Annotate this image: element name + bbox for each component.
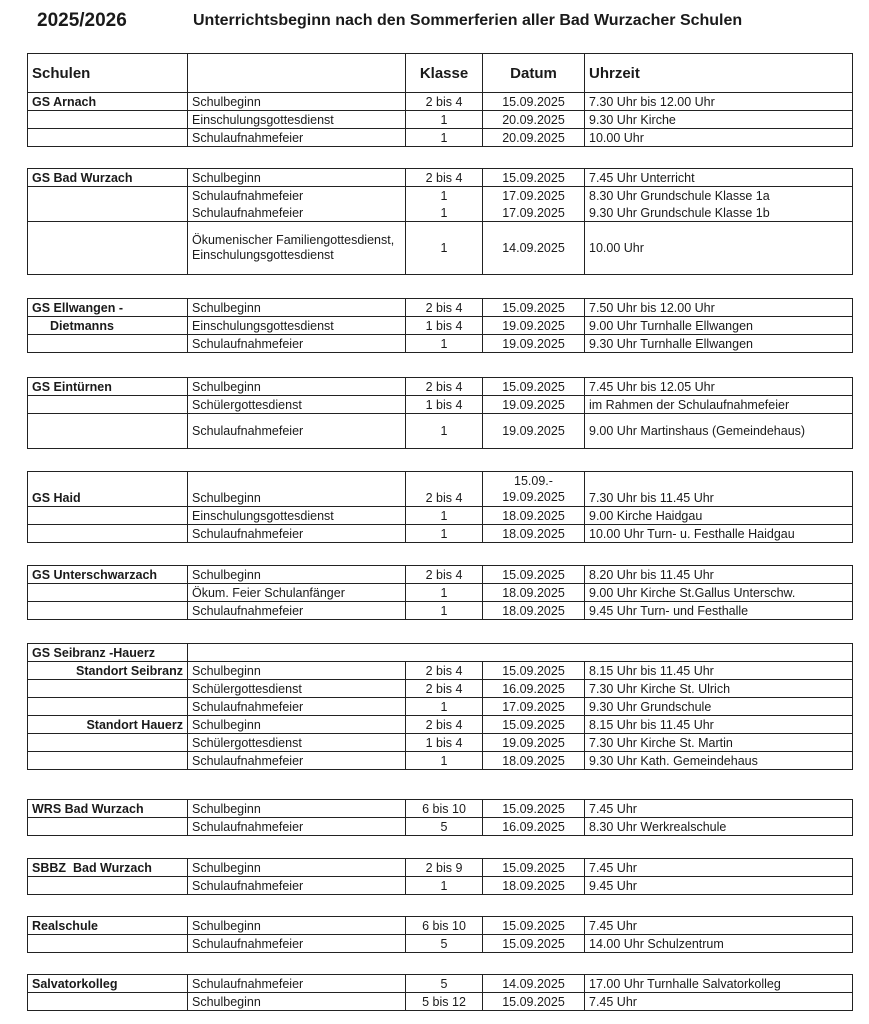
school-cell-empty bbox=[28, 818, 188, 836]
school-header-empty bbox=[188, 644, 853, 662]
event-cell: Schülergottesdienst bbox=[188, 680, 406, 698]
table-row bbox=[28, 877, 853, 895]
table-row bbox=[28, 644, 853, 662]
table-row bbox=[28, 680, 853, 698]
school-name: GS Bad Wurzach bbox=[28, 169, 188, 187]
class-cell: 1 bbox=[406, 698, 483, 716]
time-cell: 7.45 Uhr bbox=[585, 859, 853, 877]
table-row bbox=[28, 800, 853, 818]
class-cell: 2 bis 4 bbox=[406, 93, 483, 111]
event-cell: Schulbeginn bbox=[188, 566, 406, 584]
date-cell: 17.09.2025 bbox=[483, 204, 585, 222]
table-row bbox=[28, 662, 853, 680]
date-cell: 20.09.2025 bbox=[483, 111, 585, 129]
date-cell: 15.09.2025 bbox=[483, 566, 585, 584]
school-cell-empty bbox=[28, 602, 188, 620]
time-cell: 9.00 Uhr Kirche St.Gallus Unterschw. bbox=[585, 584, 853, 602]
time-cell: 7.30 Uhr Kirche St. Ulrich bbox=[585, 680, 853, 698]
class-cell: 5 bbox=[406, 818, 483, 836]
table-row bbox=[28, 204, 853, 222]
table-row bbox=[28, 935, 853, 953]
date-cell: 15.09.2025 bbox=[483, 662, 585, 680]
event-cell: Einschulungsgottesdienst bbox=[188, 111, 406, 129]
school-name: SBBZ Bad Wurzach bbox=[28, 859, 188, 877]
schedule-table-gs-ellwangen bbox=[27, 298, 853, 353]
time-cell: 9.30 Uhr Grundschule Klasse 1b bbox=[585, 204, 853, 222]
school-name-line2: Dietmanns bbox=[28, 317, 188, 335]
table-row bbox=[28, 602, 853, 620]
table-row bbox=[28, 566, 853, 584]
table-row bbox=[28, 414, 853, 449]
event-cell: Schulaufnahmefeier bbox=[188, 975, 406, 993]
school-cell-empty bbox=[28, 935, 188, 953]
table-row bbox=[28, 317, 853, 335]
school-cell-empty bbox=[28, 584, 188, 602]
school-cell-empty bbox=[28, 698, 188, 716]
event-cell: Ökumenischer Familiengottesdienst, Einschulungsgottesdienst bbox=[188, 222, 406, 275]
school-name: GS Seibranz -Hauerz bbox=[28, 644, 188, 662]
date-cell: 18.09.2025 bbox=[483, 602, 585, 620]
table-row bbox=[28, 299, 853, 317]
date-cell: 19.09.2025 bbox=[483, 414, 585, 449]
event-cell: Schulaufnahmefeier bbox=[188, 602, 406, 620]
date-cell: 15.09.2025 bbox=[483, 859, 585, 877]
time-cell: 7.45 Uhr bbox=[585, 917, 853, 935]
table-row bbox=[28, 111, 853, 129]
event-cell: Einschulungsgottesdienst bbox=[188, 317, 406, 335]
class-cell: 1 bbox=[406, 204, 483, 222]
schedule-table-gs-eintuernen bbox=[27, 377, 853, 449]
class-cell: 1 bbox=[406, 414, 483, 449]
school-cell-empty bbox=[28, 204, 188, 222]
table-header-row bbox=[28, 54, 853, 93]
time-cell: 7.30 Uhr Kirche St. Martin bbox=[585, 734, 853, 752]
schedule-table-gs-seibranz-hauerz bbox=[27, 643, 853, 770]
date-cell: 14.09.2025 bbox=[483, 975, 585, 993]
school-cell-empty bbox=[28, 525, 188, 543]
table-row bbox=[28, 752, 853, 770]
class-cell: 1 bbox=[406, 335, 483, 353]
class-cell: 1 bbox=[406, 187, 483, 205]
class-cell: 2 bis 4 bbox=[406, 299, 483, 317]
date-cell: 19.09.2025 bbox=[483, 317, 585, 335]
schedule-table-salvatorkolleg bbox=[27, 974, 853, 1011]
class-cell: 2 bis 4 bbox=[406, 680, 483, 698]
date-cell: 15.09.2025 bbox=[483, 169, 585, 187]
event-cell: Schulaufnahmefeier bbox=[188, 818, 406, 836]
time-cell: 9.00 Uhr Turnhalle Ellwangen bbox=[585, 317, 853, 335]
event-cell: Schulbeginn bbox=[188, 917, 406, 935]
column-header-class: Klasse bbox=[406, 54, 483, 93]
time-cell: 10.00 Uhr bbox=[585, 222, 853, 275]
school-name: GS Arnach bbox=[28, 93, 188, 111]
event-cell: Schülergottesdienst bbox=[188, 396, 406, 414]
class-cell: 2 bis 4 bbox=[406, 472, 483, 507]
table-row bbox=[28, 472, 853, 507]
column-header-event bbox=[188, 54, 406, 93]
event-cell: Schulbeginn bbox=[188, 716, 406, 734]
table-row bbox=[28, 187, 853, 205]
time-cell: 7.30 Uhr bis 12.00 Uhr bbox=[585, 93, 853, 111]
date-cell: 19.09.2025 bbox=[483, 335, 585, 353]
class-cell: 1 bbox=[406, 129, 483, 147]
school-name: Salvatorkolleg bbox=[28, 975, 188, 993]
event-cell: Schulbeginn bbox=[188, 378, 406, 396]
class-cell: 1 bbox=[406, 111, 483, 129]
class-cell: 1 bbox=[406, 525, 483, 543]
table-row bbox=[28, 975, 853, 993]
time-cell: 7.45 Uhr bbox=[585, 993, 853, 1011]
time-cell: 9.30 Uhr Kirche bbox=[585, 111, 853, 129]
time-cell: 7.45 Uhr Unterricht bbox=[585, 169, 853, 187]
table-row bbox=[28, 222, 853, 275]
table-row bbox=[28, 716, 853, 734]
class-cell: 1 bbox=[406, 222, 483, 275]
event-cell: Schulbeginn bbox=[188, 993, 406, 1011]
event-cell: Einschulungsgottesdienst bbox=[188, 507, 406, 525]
school-name: Realschule bbox=[28, 917, 188, 935]
event-cell: Schulaufnahmefeier bbox=[188, 525, 406, 543]
school-cell-empty bbox=[28, 414, 188, 449]
class-cell: 1 bis 4 bbox=[406, 396, 483, 414]
schedule-table-gs-bad-wurzach bbox=[27, 168, 853, 275]
table-row bbox=[28, 507, 853, 525]
class-cell: 5 bbox=[406, 935, 483, 953]
table-row bbox=[28, 734, 853, 752]
column-header-time: Uhrzeit bbox=[585, 54, 853, 93]
school-name: GS Haid bbox=[28, 472, 188, 507]
date-cell: 15.09.2025 bbox=[483, 378, 585, 396]
schedule-table-realschule bbox=[27, 916, 853, 953]
class-cell: 1 bbox=[406, 507, 483, 525]
column-header-schools: Schulen bbox=[28, 54, 188, 93]
class-cell: 6 bis 10 bbox=[406, 917, 483, 935]
schedule-table-wrs-bad-wurzach bbox=[27, 799, 853, 836]
class-cell: 1 bbox=[406, 584, 483, 602]
time-cell: 14.00 Uhr Schulzentrum bbox=[585, 935, 853, 953]
time-cell: 8.15 Uhr bis 11.45 Uhr bbox=[585, 716, 853, 734]
time-cell: 17.00 Uhr Turnhalle Salvatorkolleg bbox=[585, 975, 853, 993]
date-cell: 15.09.2025 bbox=[483, 716, 585, 734]
date-cell: 15.09.2025 bbox=[483, 993, 585, 1011]
class-cell: 2 bis 4 bbox=[406, 378, 483, 396]
date-cell: 15.09.2025 bbox=[483, 299, 585, 317]
date-cell: 16.09.2025 bbox=[483, 680, 585, 698]
table-row bbox=[28, 335, 853, 353]
school-cell-empty bbox=[28, 752, 188, 770]
class-cell: 5 bbox=[406, 975, 483, 993]
class-cell: 2 bis 4 bbox=[406, 566, 483, 584]
class-cell: 6 bis 10 bbox=[406, 800, 483, 818]
school-cell-empty bbox=[28, 993, 188, 1011]
event-cell: Schulaufnahmefeier bbox=[188, 935, 406, 953]
table-row bbox=[28, 378, 853, 396]
date-cell: 16.09.2025 bbox=[483, 818, 585, 836]
time-cell: 8.30 Uhr Werkrealschule bbox=[585, 818, 853, 836]
table-row bbox=[28, 129, 853, 147]
schedule-table-sbbz-bad-wurzach bbox=[27, 858, 853, 895]
time-cell: 8.20 Uhr bis 11.45 Uhr bbox=[585, 566, 853, 584]
event-cell: Schulaufnahmefeier bbox=[188, 187, 406, 205]
time-cell: 7.50 Uhr bis 12.00 Uhr bbox=[585, 299, 853, 317]
date-cell: 18.09.2025 bbox=[483, 525, 585, 543]
school-cell-empty bbox=[28, 335, 188, 353]
time-cell: 9.30 Uhr Kath. Gemeindehaus bbox=[585, 752, 853, 770]
class-cell: 2 bis 4 bbox=[406, 169, 483, 187]
document-title: Unterrichtsbeginn nach den Sommerferien aller Bad Wurzacher Schulen bbox=[193, 12, 743, 29]
event-cell: Ökum. Feier Schulanfänger bbox=[188, 584, 406, 602]
table-row bbox=[28, 818, 853, 836]
time-cell: 7.45 Uhr bbox=[585, 800, 853, 818]
date-cell: 20.09.2025 bbox=[483, 129, 585, 147]
event-cell: Schulaufnahmefeier bbox=[188, 129, 406, 147]
date-cell: 17.09.2025 bbox=[483, 187, 585, 205]
event-cell: Schulbeginn bbox=[188, 472, 406, 507]
event-cell: Schulbeginn bbox=[188, 169, 406, 187]
time-cell: 9.45 Uhr bbox=[585, 877, 853, 895]
class-cell: 1 bis 4 bbox=[406, 317, 483, 335]
date-cell: 19.09.2025 bbox=[483, 734, 585, 752]
site-name: Standort Seibranz bbox=[28, 662, 188, 680]
table-row bbox=[28, 169, 853, 187]
school-cell-empty bbox=[28, 396, 188, 414]
table-row bbox=[28, 93, 853, 111]
table-row bbox=[28, 525, 853, 543]
table-row bbox=[28, 859, 853, 877]
class-cell: 2 bis 9 bbox=[406, 859, 483, 877]
event-cell: Schulbeginn bbox=[188, 299, 406, 317]
school-cell-empty bbox=[28, 129, 188, 147]
school-cell-empty bbox=[28, 877, 188, 895]
date-cell: 18.09.2025 bbox=[483, 584, 585, 602]
event-cell: Schulaufnahmefeier bbox=[188, 698, 406, 716]
schedule-table-gs-haid bbox=[27, 471, 853, 543]
date-cell: 14.09.2025 bbox=[483, 222, 585, 275]
date-cell: 15.09.2025 bbox=[483, 93, 585, 111]
date-cell: 18.09.2025 bbox=[483, 752, 585, 770]
site-name: Standort Hauerz bbox=[28, 716, 188, 734]
date-cell: 15.09.2025 bbox=[483, 935, 585, 953]
school-name: GS Ellwangen - bbox=[28, 299, 188, 317]
school-year: 2025/2026 bbox=[37, 10, 127, 31]
class-cell: 1 bbox=[406, 752, 483, 770]
date-cell: 15.09.2025 bbox=[483, 800, 585, 818]
date-cell: 15.09.2025 bbox=[483, 917, 585, 935]
school-name: GS Eintürnen bbox=[28, 378, 188, 396]
school-cell-empty bbox=[28, 507, 188, 525]
school-cell-empty bbox=[28, 222, 188, 275]
event-cell: Schulaufnahmefeier bbox=[188, 204, 406, 222]
date-cell: 17.09.2025 bbox=[483, 698, 585, 716]
school-cell-empty bbox=[28, 111, 188, 129]
school-name: WRS Bad Wurzach bbox=[28, 800, 188, 818]
time-cell: 7.30 Uhr bis 11.45 Uhr bbox=[585, 472, 853, 507]
class-cell: 1 bis 4 bbox=[406, 734, 483, 752]
class-cell: 1 bbox=[406, 602, 483, 620]
event-cell: Schülergottesdienst bbox=[188, 734, 406, 752]
table-row bbox=[28, 698, 853, 716]
table-row bbox=[28, 993, 853, 1011]
table-row bbox=[28, 584, 853, 602]
column-header-date: Datum bbox=[483, 54, 585, 93]
date-cell: 19.09.2025 bbox=[483, 396, 585, 414]
school-cell-empty bbox=[28, 187, 188, 205]
table-row bbox=[28, 396, 853, 414]
class-cell: 5 bis 12 bbox=[406, 993, 483, 1011]
school-cell-empty bbox=[28, 734, 188, 752]
event-cell: Schulbeginn bbox=[188, 800, 406, 818]
time-cell: 7.45 Uhr bis 12.05 Uhr bbox=[585, 378, 853, 396]
time-cell: 9.30 Uhr Turnhalle Ellwangen bbox=[585, 335, 853, 353]
time-cell: 8.30 Uhr Grundschule Klasse 1a bbox=[585, 187, 853, 205]
time-cell: im Rahmen der Schulaufnahmefeier bbox=[585, 396, 853, 414]
date-cell: 18.09.2025 bbox=[483, 877, 585, 895]
class-cell: 2 bis 4 bbox=[406, 662, 483, 680]
date-cell: 15.09.- 19.09.2025 bbox=[483, 472, 585, 507]
event-cell: Schulaufnahmefeier bbox=[188, 877, 406, 895]
time-cell: 9.30 Uhr Grundschule bbox=[585, 698, 853, 716]
time-cell: 8.15 Uhr bis 11.45 Uhr bbox=[585, 662, 853, 680]
time-cell: 9.00 Kirche Haidgau bbox=[585, 507, 853, 525]
time-cell: 9.45 Uhr Turn- und Festhalle bbox=[585, 602, 853, 620]
class-cell: 2 bis 4 bbox=[406, 716, 483, 734]
date-cell: 18.09.2025 bbox=[483, 507, 585, 525]
school-name: GS Unterschwarzach bbox=[28, 566, 188, 584]
school-cell-empty bbox=[28, 680, 188, 698]
event-cell: Schulbeginn bbox=[188, 93, 406, 111]
event-cell: Schulaufnahmefeier bbox=[188, 414, 406, 449]
event-cell: Schulbeginn bbox=[188, 859, 406, 877]
event-cell: Schulbeginn bbox=[188, 662, 406, 680]
schedule-table-gs-arnach bbox=[27, 53, 853, 147]
table-row bbox=[28, 917, 853, 935]
time-cell: 9.00 Uhr Martinshaus (Gemeindehaus) bbox=[585, 414, 853, 449]
time-cell: 10.00 Uhr Turn- u. Festhalle Haidgau bbox=[585, 525, 853, 543]
class-cell: 1 bbox=[406, 877, 483, 895]
schedule-table-gs-unterschwarzach bbox=[27, 565, 853, 620]
time-cell: 10.00 Uhr bbox=[585, 129, 853, 147]
event-cell: Schulaufnahmefeier bbox=[188, 335, 406, 353]
event-cell: Schulaufnahmefeier bbox=[188, 752, 406, 770]
